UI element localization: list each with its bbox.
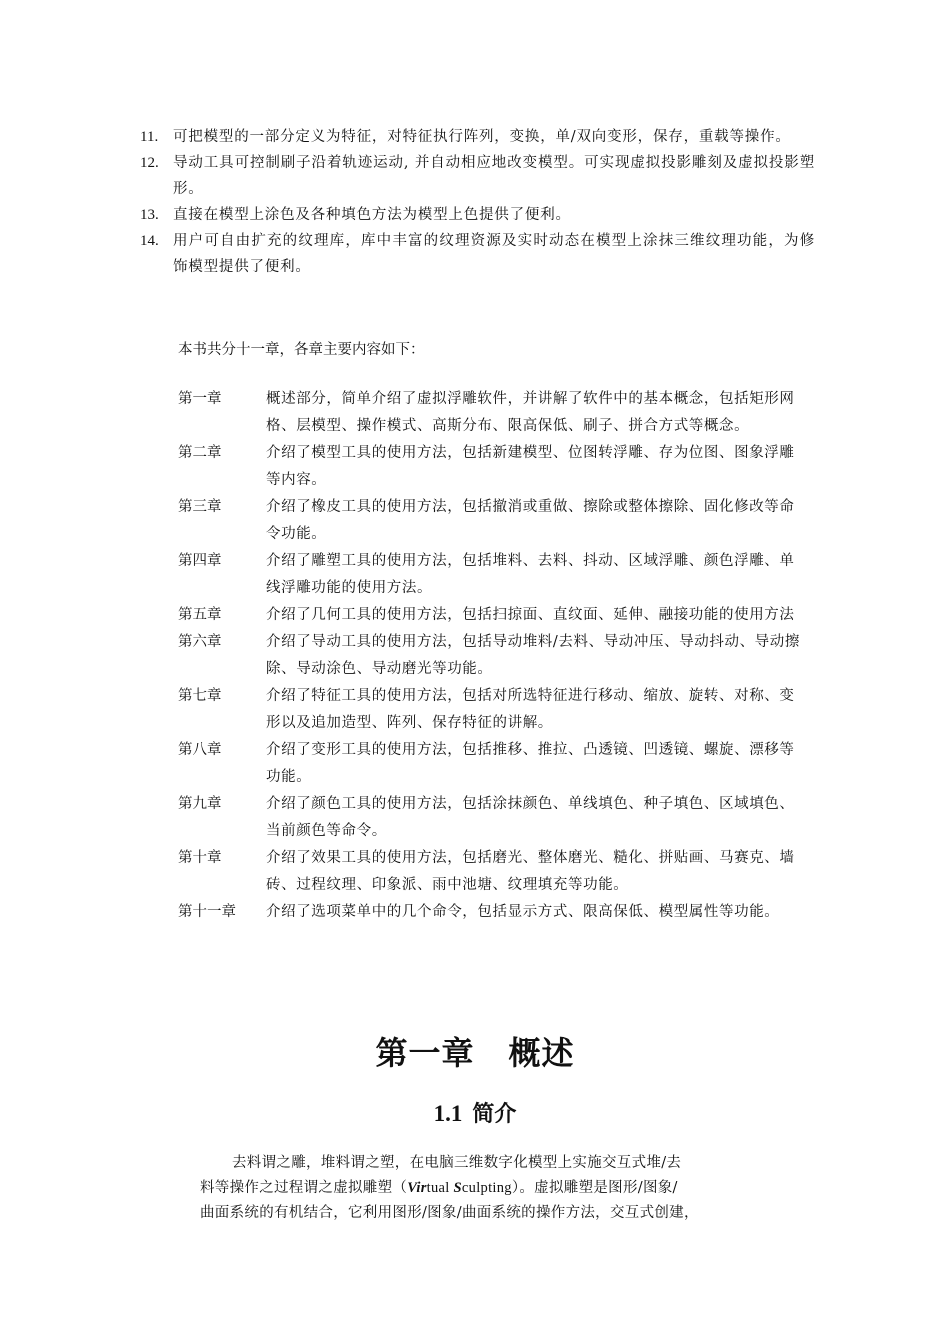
chapter-item (178, 548, 808, 602)
chapter-label: 第十章 (178, 850, 222, 866)
list-item (140, 124, 815, 150)
chapter-text: 介绍了导动工具的使用方法，包括导动堆料/去料、导动冲压、导动抖动、导动擦除、导动涂色、导动磨光等功能。 (266, 634, 800, 677)
chapter-item (178, 791, 808, 845)
chapter-text: 介绍了几何工具的使用方法，包括扫掠面、直纹面、延伸、融接功能的使用方法 (266, 607, 795, 623)
chapter-label: 第二章 (178, 445, 222, 461)
chapter-item (178, 386, 808, 440)
section-heading (0, 1096, 950, 1133)
list-item (140, 150, 815, 202)
paragraph-line: 去料谓之雕，堆料谓之塑，在电脑三维数字化模型上实施交互式堆/去 (232, 1155, 682, 1171)
item-text: 可把模型的一部分定义为特征，对特征执行阵列，变换，单/双向变形，保存，重载等操作。 (173, 129, 791, 145)
chapter-item (178, 629, 808, 683)
chapter-item (178, 899, 808, 926)
chapter-text: 介绍了效果工具的使用方法，包括磨光、整体磨光、糙化、拼贴画、马赛克、墙砖、过程纹理、印象派、雨中池塘、纹理填充等功能。 (266, 850, 795, 893)
term-tual: tual (426, 1180, 454, 1196)
paragraph-text: ）。虚拟雕塑是图形/图象/ (511, 1180, 678, 1196)
item-number: 14. (140, 233, 159, 249)
section-number: 1.1 (433, 1101, 463, 1126)
term-vir: Vir (407, 1180, 427, 1196)
chapter-label: 第九章 (178, 796, 222, 812)
chapter-label: 第八章 (178, 742, 222, 758)
chapter-text: 介绍了选项菜单中的几个命令，包括显示方式、限高保低、模型属性等功能。 (266, 904, 780, 920)
intro-paragraph (200, 1151, 765, 1226)
chapter-item (178, 440, 808, 494)
chapter-label: 第四章 (178, 553, 222, 569)
chapter-item (178, 683, 808, 737)
paragraph-text: 料等操作之过程谓之虚拟雕塑（ (200, 1180, 408, 1196)
chapter-heading-number: 第一章 (375, 1034, 475, 1072)
feature-list (140, 124, 815, 280)
list-item (140, 228, 815, 280)
term-culpting: culpting (461, 1180, 512, 1196)
item-text: 用户可自由扩充的纹理库，库中丰富的纹理资源及实时动态在模型上涂抹三维纹理功能，为修饰模型提供了便利。 (173, 233, 815, 275)
chapter-label: 第十一章 (178, 904, 236, 920)
paragraph-line (200, 1176, 765, 1201)
chapter-label: 第六章 (178, 634, 222, 650)
chapter-label: 第五章 (178, 607, 222, 623)
item-number: 12. (140, 155, 159, 171)
chapter-summary-list (178, 386, 808, 926)
item-number: 13. (140, 207, 159, 223)
chapter-item (178, 845, 808, 899)
chapter-text: 概述部分，简单介绍了虚拟浮雕软件，并讲解了软件中的基本概念，包括矩形网格、层模型、操作模式、高斯分布、限高保低、刷子、拼合方式等概念。 (266, 391, 795, 434)
chapter-text: 介绍了模型工具的使用方法，包括新建模型、位图转浮雕、存为位图、图象浮雕等内容。 (266, 445, 795, 488)
chapter-label: 第一章 (178, 391, 222, 407)
paragraph-line: 曲面系统的有机结合，它利用图形/图象/曲面系统的操作方法，交互式创建， (200, 1205, 699, 1221)
chapter-text: 介绍了雕塑工具的使用方法，包括堆料、去料、抖动、区域浮雕、颜色浮雕、单线浮雕功能的使用方法。 (266, 553, 795, 596)
chapter-text: 介绍了特征工具的使用方法，包括对所选特征进行移动、缩放、旋转、对称、变形以及追加造型、阵列、保存特征的讲解。 (266, 688, 795, 731)
chapter-label: 第七章 (178, 688, 222, 704)
item-text: 导动工具可控制刷子沿着轨迹运动, 并自动相应地改变模型。可实现虚拟投影雕刻及虚拟投影塑形。 (173, 155, 815, 197)
chapter-heading-title: 概述 (508, 1034, 575, 1072)
chapter-heading (0, 1030, 950, 1076)
list-item (140, 202, 815, 228)
chapter-item (178, 737, 808, 791)
chapter-item (178, 602, 808, 629)
chapter-overview-intro: 本书共分十一章，各章主要内容如下： (178, 342, 425, 358)
item-text: 直接在模型上涂色及各种填色方法为模型上色提供了便利。 (173, 207, 571, 223)
chapter-text: 介绍了橡皮工具的使用方法，包括撤消或重做、擦除或整体擦除、固化修改等命令功能。 (266, 499, 795, 542)
term-s: S (453, 1180, 462, 1196)
chapter-label: 第三章 (178, 499, 222, 515)
chapter-text: 介绍了变形工具的使用方法，包括推移、推拉、凸透镜、凹透镜、螺旋、漂移等功能。 (266, 742, 795, 785)
chapter-item (178, 494, 808, 548)
item-number: 11. (140, 129, 159, 145)
chapter-text: 介绍了颜色工具的使用方法，包括涂抹颜色、单线填色、种子填色、区域填色、当前颜色等命令。 (266, 796, 795, 839)
section-title: 简介 (472, 1102, 517, 1127)
